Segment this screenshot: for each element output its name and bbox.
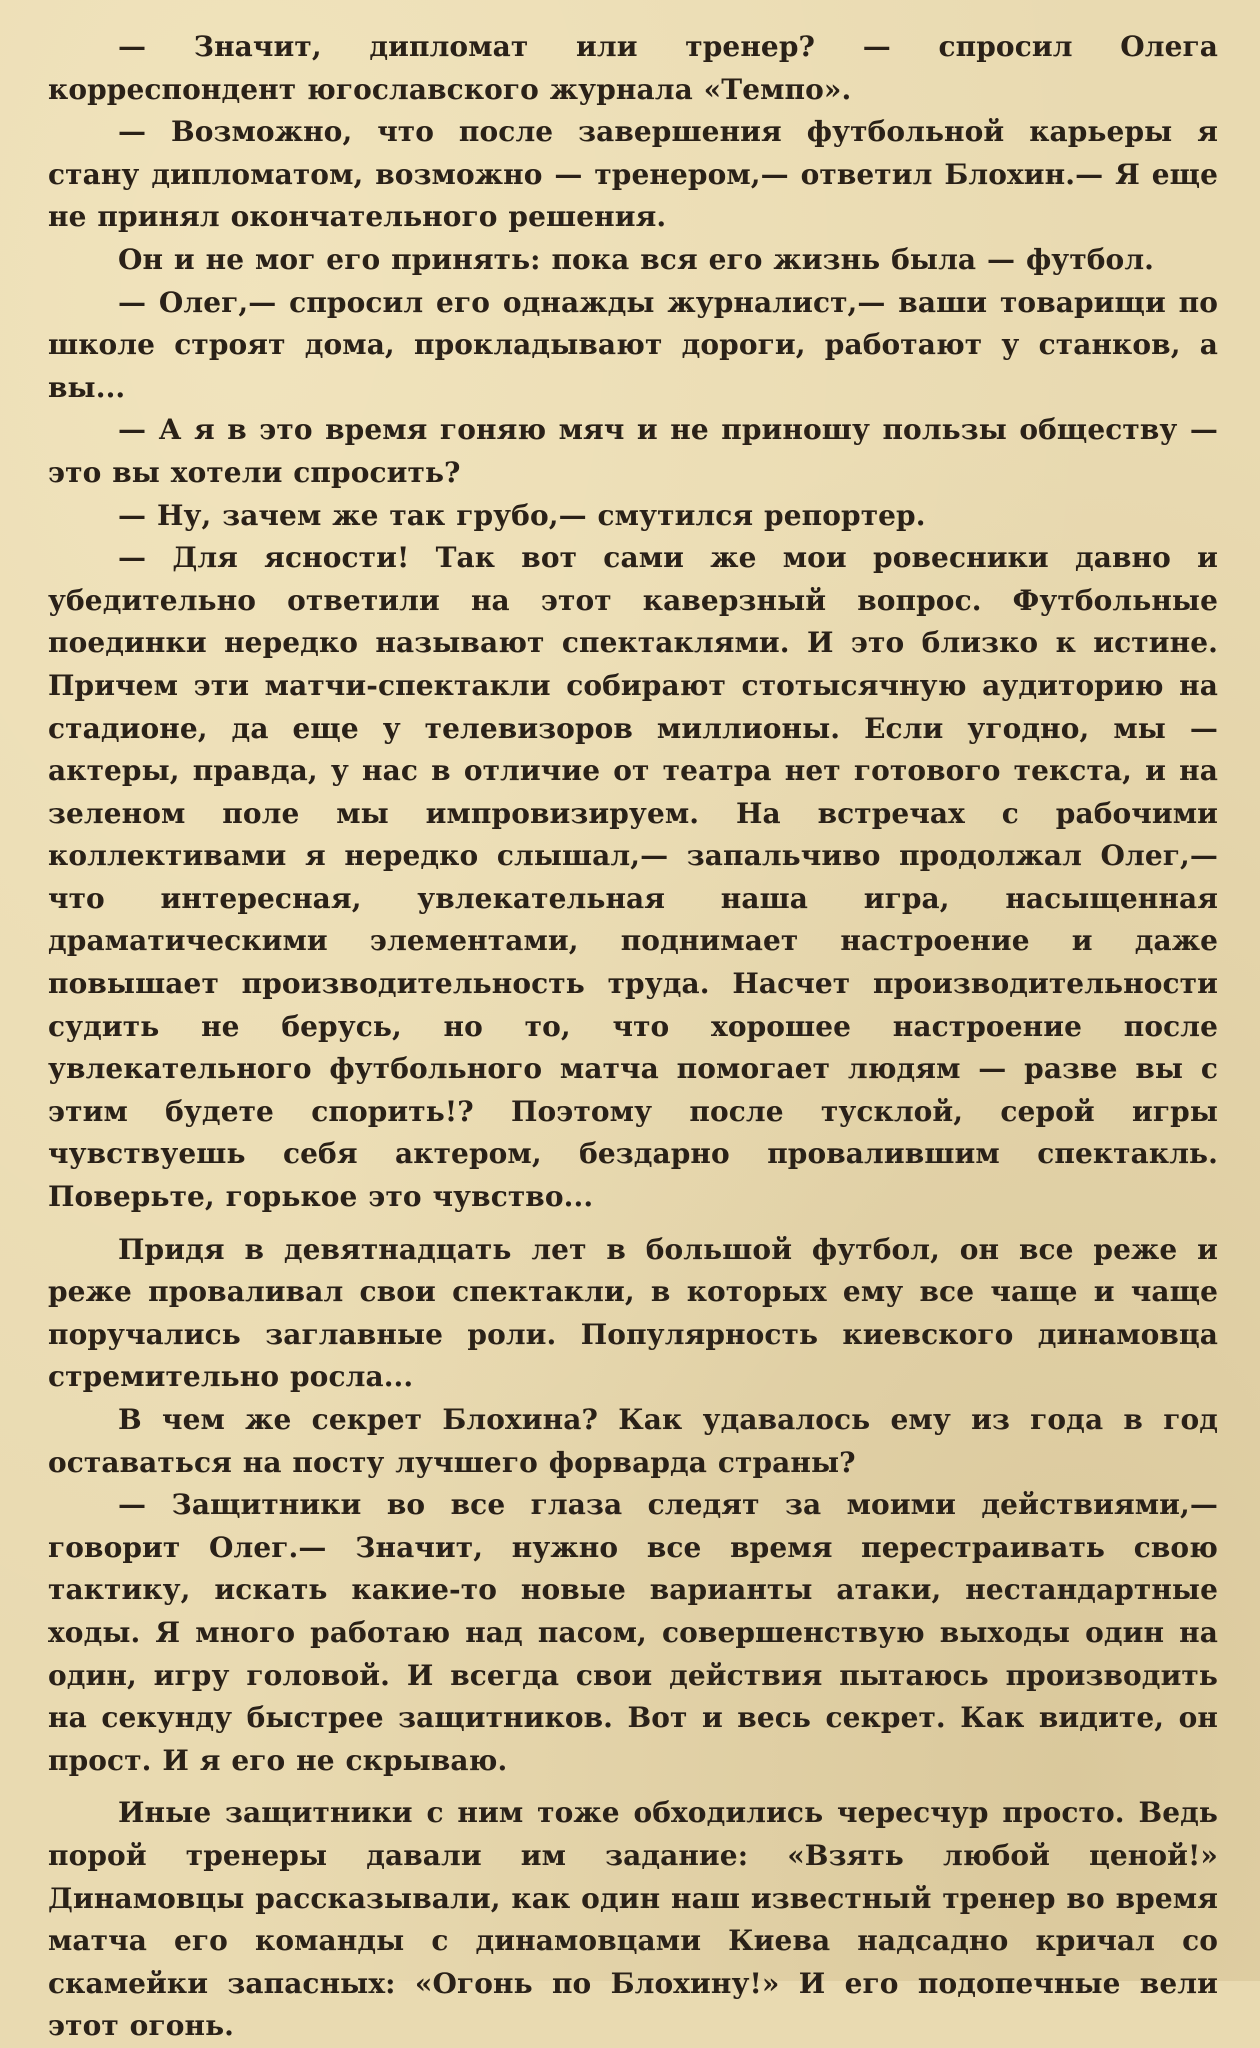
paragraph-8: Придя в девятнадцать лет в большой футбол, он все реже и реже проваливал свои спектакли, в которых ему все чаще и чаще поручались заглавные роли. Популярность киевского динамовца стремительно росла... [48, 1232, 1218, 1394]
paragraph-6: — Ну, зачем же так грубо,— смутился репортер. [118, 498, 926, 532]
paragraph-7: — Для ясности! Так вот сами же мои ровесники давно и убедительно ответили на этот каверзный вопрос. Футбольные поединки нередко называют спектаклями. И это близко к истине. Причем эти матчи-спектакли собирают стотысячную аудиторию на стадионе, да еще у телевизоров миллионы. Если угодно, мы — актеры, правда, у нас в отличие от театра нет готового текста, и на зеленом поле мы импровизируем. На встречах с рабочими коллективами я нередко слышал,— запальчиво продолжал Олег,— что интересная, увлекательная наша игра, насыщенная драматическими элементами, поднимает настроение и даже повышает производительность труда. Насчет производительности судить не берусь, но то, что хорошее настроение после увлекательного футбольного матча помогает людям — разве вы с этим будете спорить!? Поэтому после тусклой, серой игры чувствуешь себя актером, бездарно провалившим спектакль. Поверьте, горькое это чувство... [48, 541, 1218, 1214]
paragraph-3: Он и не мог его принять: пока вся его жизнь была — футбол. [118, 242, 1155, 276]
paragraph-11: Иные защитники с ним тоже обходились чересчур просто. Ведь порой тренеры давали им задание: «Взять любой ценой!» Динамовцы рассказывали, как один наш известный тренер во время матча его команды с динамовцами Киева надсадно кричал со скамейки запасных: «Огонь по Блохину!» И его подопечные вели этот огонь. [48, 1796, 1218, 2043]
paragraph-2: — Возможно, что после завершения футбольной карьеры я стану дипломатом, возможно — тренером,— ответил Блохин.— Я еще не принял окончательного решения. [48, 115, 1218, 234]
paragraph-4: — Олег,— спросил его однажды журналист,— ваши товарищи по школе строят дома, прокладывают дороги, работают у станков, а вы... [48, 285, 1218, 404]
paragraph-1: — Значит, дипломат или тренер? — спросил Олега корреспондент югославского журнала «Темпо». [48, 30, 1218, 106]
paragraph-5: — А я в это время гоняю мяч и не приношу пользы обществу — это вы хотели спросить? [48, 413, 1218, 489]
paragraph-10: — Защитники во все глаза следят за моими действиями,— говорит Олег.— Значит, нужно все время перестраивать свою тактику, искать какие-то новые варианты атаки, нестандартные ходы. Я много работаю над пасом, совершенствую выходы один на один, игру головой. И всегда свои действия пытаюсь производить на секунду быстрее защитников. Вот и весь секрет. Как видите, он прост. И я его не скрываю. [48, 1488, 1218, 1777]
body-text [48, 26, 1218, 2048]
paragraph-9: В чем же секрет Блохина? Как удавалось ему из года в год оставаться на посту лучшего форварда страны? [48, 1403, 1218, 1479]
